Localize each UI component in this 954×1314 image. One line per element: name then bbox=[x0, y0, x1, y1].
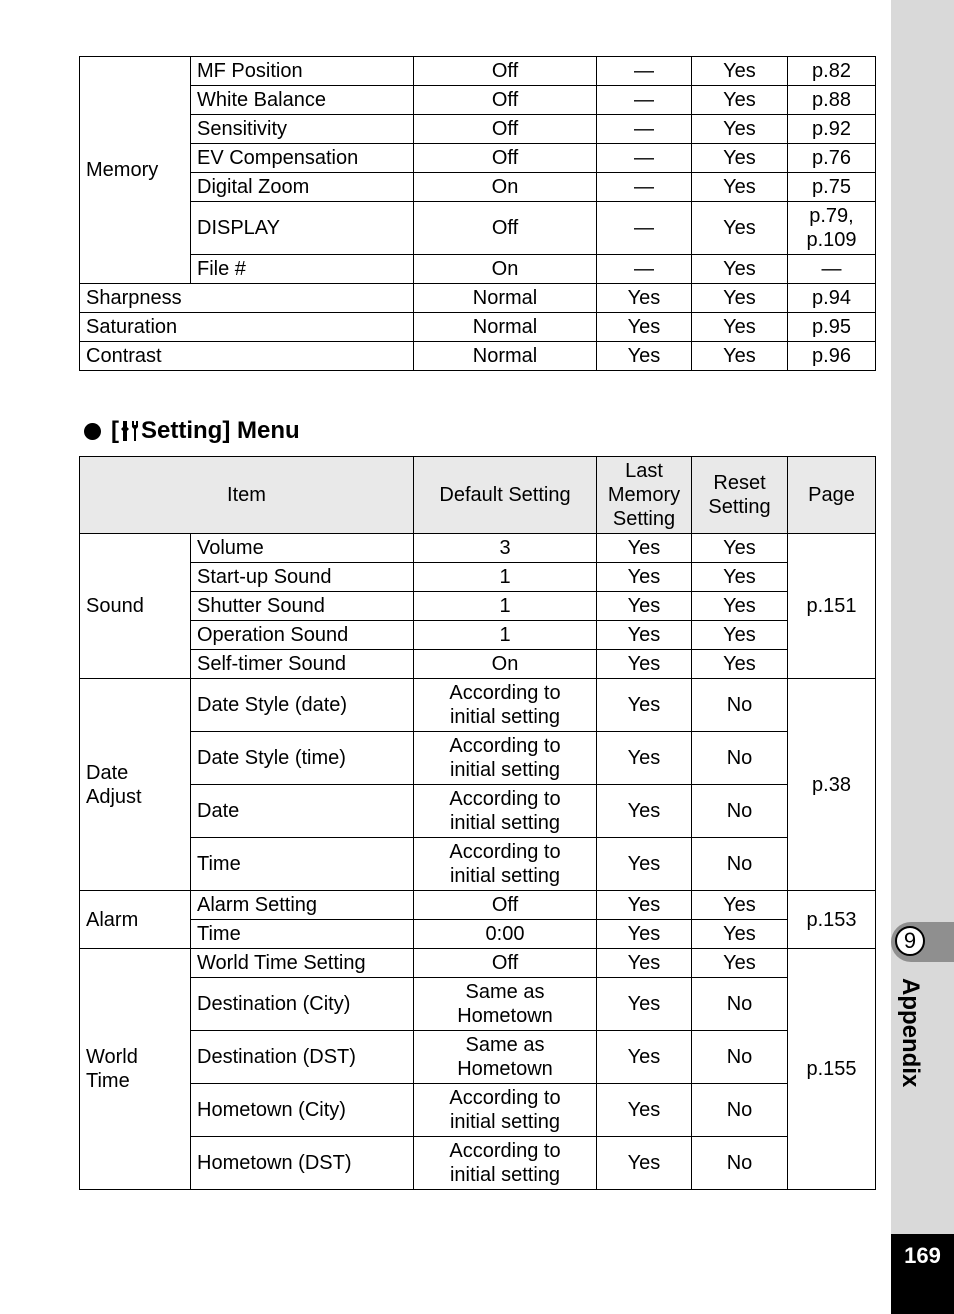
item-name: World Time Setting bbox=[191, 949, 414, 978]
last-memory-setting: Yes bbox=[597, 949, 692, 978]
table-row bbox=[80, 57, 876, 86]
item-name: Alarm Setting bbox=[191, 891, 414, 920]
item-name: Volume bbox=[191, 534, 414, 563]
last-memory-setting: Yes bbox=[597, 284, 692, 313]
item-name: Sharpness bbox=[80, 284, 414, 313]
wrench-setting-icon bbox=[119, 419, 141, 443]
item-name: White Balance bbox=[191, 86, 414, 115]
default-setting: 3 bbox=[414, 534, 597, 563]
reset-setting: Yes bbox=[692, 949, 788, 978]
group-cell-memory: Memory bbox=[80, 57, 191, 284]
table-row bbox=[80, 202, 876, 255]
page-ref: p.79, p.109 bbox=[788, 202, 876, 255]
table-row bbox=[80, 86, 876, 115]
default-setting: On bbox=[414, 650, 597, 679]
header-page: Page bbox=[788, 457, 876, 534]
reset-setting: Yes bbox=[692, 650, 788, 679]
reset-setting: Yes bbox=[692, 57, 788, 86]
default-setting: Off bbox=[414, 144, 597, 173]
table-row bbox=[80, 592, 876, 621]
header-item: Item bbox=[80, 457, 414, 534]
table-row bbox=[80, 785, 876, 838]
item-name: Self-timer Sound bbox=[191, 650, 414, 679]
page-ref: p.151 bbox=[788, 534, 876, 679]
chapter-number: 9 bbox=[895, 926, 925, 956]
last-memory-setting: Yes bbox=[597, 1031, 692, 1084]
table-row bbox=[80, 115, 876, 144]
page-ref: p.82 bbox=[788, 57, 876, 86]
item-name: Time bbox=[191, 838, 414, 891]
item-name: EV Compensation bbox=[191, 144, 414, 173]
reset-setting: No bbox=[692, 978, 788, 1031]
reset-setting: Yes bbox=[692, 202, 788, 255]
last-memory-setting: Yes bbox=[597, 534, 692, 563]
item-name: Hometown (DST) bbox=[191, 1137, 414, 1190]
header-reset-setting: Reset Setting bbox=[692, 457, 788, 534]
reset-setting: Yes bbox=[692, 891, 788, 920]
section-heading bbox=[84, 414, 300, 448]
page-ref: p.96 bbox=[788, 342, 876, 371]
last-memory-setting: Yes bbox=[597, 785, 692, 838]
default-setting: Same as Hometown bbox=[414, 1031, 597, 1084]
item-name: Sensitivity bbox=[191, 115, 414, 144]
last-memory-setting: Yes bbox=[597, 838, 692, 891]
page-ref: p.76 bbox=[788, 144, 876, 173]
default-setting: Off bbox=[414, 949, 597, 978]
last-memory-setting: Yes bbox=[597, 1084, 692, 1137]
table-header-row bbox=[80, 457, 876, 534]
default-setting: Off bbox=[414, 57, 597, 86]
last-memory-setting: — bbox=[597, 255, 692, 284]
table-row bbox=[80, 563, 876, 592]
default-setting: Same as Hometown bbox=[414, 978, 597, 1031]
group-cell-alarm: Alarm bbox=[80, 891, 191, 949]
item-name: DISPLAY bbox=[191, 202, 414, 255]
table-row bbox=[80, 144, 876, 173]
last-memory-setting: Yes bbox=[597, 920, 692, 949]
default-setting: On bbox=[414, 255, 597, 284]
default-setting: Off bbox=[414, 202, 597, 255]
last-memory-setting: Yes bbox=[597, 891, 692, 920]
reset-setting: Yes bbox=[692, 86, 788, 115]
heading-bracket: [ bbox=[111, 417, 119, 444]
last-memory-setting: Yes bbox=[597, 978, 692, 1031]
last-memory-setting: — bbox=[597, 202, 692, 255]
reset-setting: No bbox=[692, 732, 788, 785]
table-row bbox=[80, 1137, 876, 1190]
table-row bbox=[80, 313, 876, 342]
item-name: Destination (City) bbox=[191, 978, 414, 1031]
default-setting: According to initial setting bbox=[414, 1084, 597, 1137]
item-name: Date Style (date) bbox=[191, 679, 414, 732]
chapter-sidebar bbox=[891, 0, 954, 1314]
item-name: Shutter Sound bbox=[191, 592, 414, 621]
default-setting: Normal bbox=[414, 313, 597, 342]
table-row bbox=[80, 173, 876, 202]
chapter-label: Appendix bbox=[897, 978, 924, 1088]
default-setting: On bbox=[414, 173, 597, 202]
reset-setting: Yes bbox=[692, 342, 788, 371]
default-setting: According to initial setting bbox=[414, 838, 597, 891]
default-setting: According to initial setting bbox=[414, 732, 597, 785]
page-ref: p.153 bbox=[788, 891, 876, 949]
table-row bbox=[80, 891, 876, 920]
default-setting: 0:00 bbox=[414, 920, 597, 949]
reset-setting: Yes bbox=[692, 115, 788, 144]
table-row bbox=[80, 679, 876, 732]
table-row bbox=[80, 284, 876, 313]
last-memory-setting: Yes bbox=[597, 679, 692, 732]
item-name: Digital Zoom bbox=[191, 173, 414, 202]
table-row bbox=[80, 920, 876, 949]
last-memory-setting: Yes bbox=[597, 313, 692, 342]
default-setting: Off bbox=[414, 86, 597, 115]
reset-setting: No bbox=[692, 838, 788, 891]
table-row bbox=[80, 1031, 876, 1084]
memory-settings-table bbox=[79, 56, 876, 371]
page-ref: p.92 bbox=[788, 115, 876, 144]
page-ref: p.88 bbox=[788, 86, 876, 115]
table-row bbox=[80, 650, 876, 679]
reset-setting: Yes bbox=[692, 144, 788, 173]
last-memory-setting: Yes bbox=[597, 621, 692, 650]
default-setting: Normal bbox=[414, 342, 597, 371]
reset-setting: Yes bbox=[692, 173, 788, 202]
page-ref: p.38 bbox=[788, 679, 876, 891]
table-row bbox=[80, 949, 876, 978]
default-setting: Normal bbox=[414, 284, 597, 313]
table-row bbox=[80, 838, 876, 891]
last-memory-setting: — bbox=[597, 57, 692, 86]
page-ref: p.94 bbox=[788, 284, 876, 313]
last-memory-setting: Yes bbox=[597, 1137, 692, 1190]
item-name: Date Style (time) bbox=[191, 732, 414, 785]
default-setting: According to initial setting bbox=[414, 785, 597, 838]
item-name: Time bbox=[191, 920, 414, 949]
last-memory-setting: Yes bbox=[597, 592, 692, 621]
item-name: Destination (DST) bbox=[191, 1031, 414, 1084]
table-row bbox=[80, 255, 876, 284]
header-default-setting: Default Setting bbox=[414, 457, 597, 534]
reset-setting: Yes bbox=[692, 284, 788, 313]
reset-setting: Yes bbox=[692, 621, 788, 650]
table-row bbox=[80, 534, 876, 563]
reset-setting: No bbox=[692, 1084, 788, 1137]
item-name: Hometown (City) bbox=[191, 1084, 414, 1137]
last-memory-setting: Yes bbox=[597, 650, 692, 679]
last-memory-setting: Yes bbox=[597, 342, 692, 371]
reset-setting: No bbox=[692, 1137, 788, 1190]
setting-menu-table bbox=[79, 456, 876, 1190]
page-number: 169 bbox=[891, 1234, 954, 1314]
default-setting: 1 bbox=[414, 563, 597, 592]
page-ref: p.155 bbox=[788, 949, 876, 1190]
group-cell-world-time: World Time bbox=[80, 949, 191, 1190]
table-row bbox=[80, 342, 876, 371]
reset-setting: No bbox=[692, 1031, 788, 1084]
reset-setting: Yes bbox=[692, 255, 788, 284]
item-name: Date bbox=[191, 785, 414, 838]
last-memory-setting: Yes bbox=[597, 732, 692, 785]
reset-setting: Yes bbox=[692, 592, 788, 621]
default-setting: 1 bbox=[414, 592, 597, 621]
last-memory-setting: — bbox=[597, 115, 692, 144]
last-memory-setting: — bbox=[597, 86, 692, 115]
bullet-icon bbox=[84, 423, 101, 440]
table-row bbox=[80, 621, 876, 650]
last-memory-setting: — bbox=[597, 173, 692, 202]
header-last-memory-setting: Last Memory Setting bbox=[597, 457, 692, 534]
group-cell-sound: Sound bbox=[80, 534, 191, 679]
item-name: MF Position bbox=[191, 57, 414, 86]
reset-setting: Yes bbox=[692, 920, 788, 949]
reset-setting: Yes bbox=[692, 534, 788, 563]
group-cell-date-adjust: Date Adjust bbox=[80, 679, 191, 891]
reset-setting: No bbox=[692, 679, 788, 732]
item-name: Start-up Sound bbox=[191, 563, 414, 592]
table-row bbox=[80, 732, 876, 785]
default-setting: Off bbox=[414, 891, 597, 920]
heading-title: Setting] Menu bbox=[141, 417, 300, 444]
item-name: File # bbox=[191, 255, 414, 284]
default-setting: 1 bbox=[414, 621, 597, 650]
item-name: Operation Sound bbox=[191, 621, 414, 650]
section-heading-text bbox=[111, 417, 300, 445]
reset-setting: Yes bbox=[692, 313, 788, 342]
last-memory-setting: Yes bbox=[597, 563, 692, 592]
default-setting: Off bbox=[414, 115, 597, 144]
default-setting: According to initial setting bbox=[414, 679, 597, 732]
item-name: Contrast bbox=[80, 342, 414, 371]
page-ref: p.75 bbox=[788, 173, 876, 202]
table-row bbox=[80, 978, 876, 1031]
table-row bbox=[80, 1084, 876, 1137]
last-memory-setting: — bbox=[597, 144, 692, 173]
item-name: Saturation bbox=[80, 313, 414, 342]
reset-setting: Yes bbox=[692, 563, 788, 592]
page-ref: p.95 bbox=[788, 313, 876, 342]
reset-setting: No bbox=[692, 785, 788, 838]
page-ref: — bbox=[788, 255, 876, 284]
default-setting: According to initial setting bbox=[414, 1137, 597, 1190]
